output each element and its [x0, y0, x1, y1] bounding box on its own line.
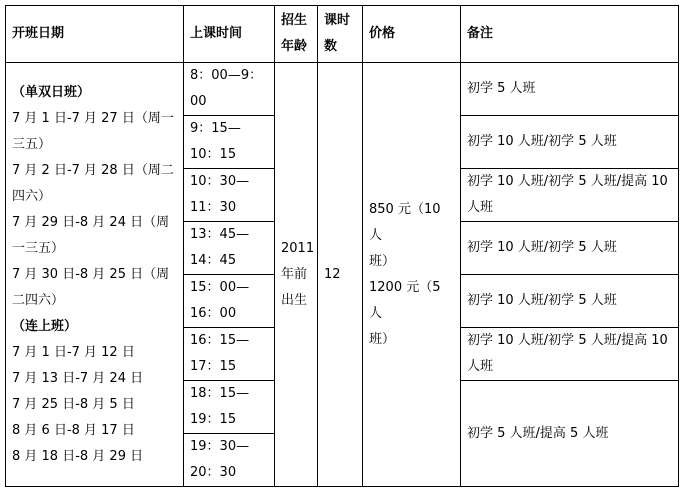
date-line: 7 月 1 日-7 月 12 日 [12, 344, 135, 360]
age-line: 年前 [281, 266, 308, 282]
date-line: 二四六） [12, 292, 65, 308]
note-cell: 初学 10 人班/初学 5 人班 [461, 222, 679, 275]
date-line: 三五） [12, 136, 52, 152]
price-line: 1200 元（5 人 [369, 279, 441, 321]
time-slot: 13：45—14：45 [184, 222, 275, 275]
time-slot: 19：30—20：30 [184, 434, 275, 487]
time-slot: 10：30—11：30 [184, 169, 275, 222]
note-cell: 初学 5 人班 [461, 63, 679, 116]
dates-cell [6, 63, 184, 487]
price-line: 班） [369, 253, 396, 269]
group-title-alternate-days: （单双日班） [12, 84, 91, 100]
price-line: 850 元（10 人 [369, 201, 441, 243]
schedule-table [5, 5, 679, 487]
date-line: 7 月 2 日-7 月 28 日（周二 [12, 162, 174, 178]
date-line: 8 月 6 日-8 月 17 日 [12, 422, 135, 438]
schedule-sheet [5, 5, 678, 487]
header-row [6, 6, 679, 63]
date-line: 7 月 30 日-8 月 25 日（周 [12, 266, 170, 282]
time-slot: 8：00—9：00 [184, 63, 275, 116]
note-cell: 初学 10 人班/初学 5 人班/提高 10 人班 [461, 328, 679, 381]
date-line: 7 月 1 日-7 月 27 日（周一 [12, 110, 174, 126]
date-line: 四六） [12, 188, 52, 204]
time-slot: 15：00—16：00 [184, 275, 275, 328]
lesson-count-cell: 12 [318, 63, 363, 487]
price-line: 班） [369, 331, 396, 347]
header-count: 课时数 [318, 6, 363, 63]
time-slot: 9：15—10：15 [184, 116, 275, 169]
price-cell [363, 63, 461, 487]
header-note: 备注 [461, 6, 679, 63]
header-time: 上课时间 [184, 6, 275, 63]
age-cell [275, 63, 318, 487]
date-line: 一三五） [12, 240, 65, 256]
note-cell: 初学 5 人班/提高 5 人班 [461, 381, 679, 487]
group-title-consecutive: （连上班） [12, 318, 78, 334]
date-line: 8 月 18 日-8 月 29 日 [12, 448, 144, 464]
header-price: 价格 [363, 6, 461, 63]
date-line: 7 月 29 日-8 月 24 日（周 [12, 214, 170, 230]
date-line: 7 月 25 日-8 月 5 日 [12, 396, 135, 412]
age-line: 出生 [281, 292, 308, 308]
time-slot: 18：15—19：15 [184, 381, 275, 434]
header-age: 招生年龄 [275, 6, 318, 63]
time-slot: 16：15—17：15 [184, 328, 275, 381]
note-cell: 初学 10 人班/初学 5 人班 [461, 275, 679, 328]
date-line: 7 月 13 日-7 月 24 日 [12, 370, 144, 386]
header-dates: 开班日期 [6, 6, 184, 63]
age-line: 2011 [281, 240, 315, 256]
table-row [6, 63, 679, 116]
note-cell: 初学 10 人班/初学 5 人班 [461, 116, 679, 169]
note-cell: 初学 10 人班/初学 5 人班/提高 10 人班 [461, 169, 679, 222]
